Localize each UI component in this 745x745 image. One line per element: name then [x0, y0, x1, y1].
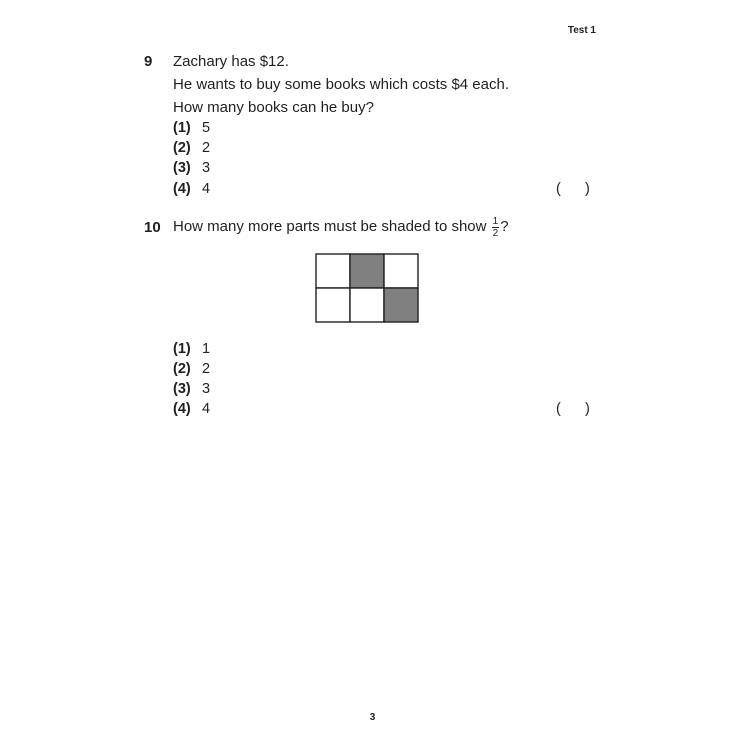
option-number: (3) — [173, 381, 191, 397]
question-9-option-4[interactable] — [173, 181, 210, 197]
grid-cell-shaded — [350, 254, 384, 288]
bracket-open: ( — [556, 401, 561, 417]
test-label: Test 1 — [567, 25, 596, 36]
bracket-close: ) — [585, 401, 590, 417]
fraction-denominator: 2 — [492, 227, 499, 239]
option-text: 5 — [202, 120, 211, 136]
question-9-answer-bracket[interactable] — [556, 181, 614, 197]
fraction-grid-figure — [315, 253, 421, 325]
question-9-option-2[interactable] — [173, 140, 210, 156]
option-text: 2 — [202, 140, 211, 156]
option-number: (2) — [173, 140, 191, 156]
question-10-answer-bracket[interactable] — [556, 401, 614, 417]
question-10-text-after: ? — [500, 218, 509, 235]
question-9-line-3: How many books can he buy? — [173, 99, 374, 116]
option-text: 1 — [202, 341, 211, 357]
question-10-option-3[interactable] — [173, 381, 210, 397]
option-text: 2 — [202, 361, 211, 377]
option-number: (4) — [173, 401, 191, 417]
page-number: 3 — [369, 712, 376, 723]
question-10-number: 10 — [144, 219, 161, 236]
question-9-line-2: He wants to buy some books which costs $4 each. — [173, 76, 510, 93]
option-text: 4 — [202, 401, 211, 417]
question-10-text-before: How many more parts must be shaded to show — [173, 218, 491, 235]
question-9-number: 9 — [144, 53, 153, 70]
grid-cell-unshaded — [316, 288, 350, 322]
grid-cell-unshaded — [316, 254, 350, 288]
question-10-option-2[interactable] — [173, 361, 210, 377]
fraction-one-half — [492, 216, 500, 239]
option-number: (1) — [173, 341, 191, 357]
option-number: (1) — [173, 120, 191, 136]
question-10-option-1[interactable] — [173, 341, 210, 357]
question-9-option-3[interactable] — [173, 160, 210, 176]
option-number: (3) — [173, 160, 191, 176]
option-text: 3 — [202, 381, 211, 397]
grid-cell-shaded — [384, 288, 418, 322]
option-number: (4) — [173, 181, 191, 197]
option-number: (2) — [173, 361, 191, 377]
fraction-numerator: 1 — [492, 215, 499, 227]
question-9-line-1: Zachary has $12. — [173, 53, 289, 70]
question-9-option-1[interactable] — [173, 120, 210, 136]
question-10-option-4[interactable] — [173, 401, 210, 417]
grid-cell-unshaded — [350, 288, 384, 322]
bracket-open: ( — [556, 181, 561, 197]
option-text: 3 — [202, 160, 211, 176]
grid-cell-unshaded — [384, 254, 418, 288]
bracket-close: ) — [585, 181, 590, 197]
option-text: 4 — [202, 181, 211, 197]
question-10-text — [173, 214, 509, 240]
